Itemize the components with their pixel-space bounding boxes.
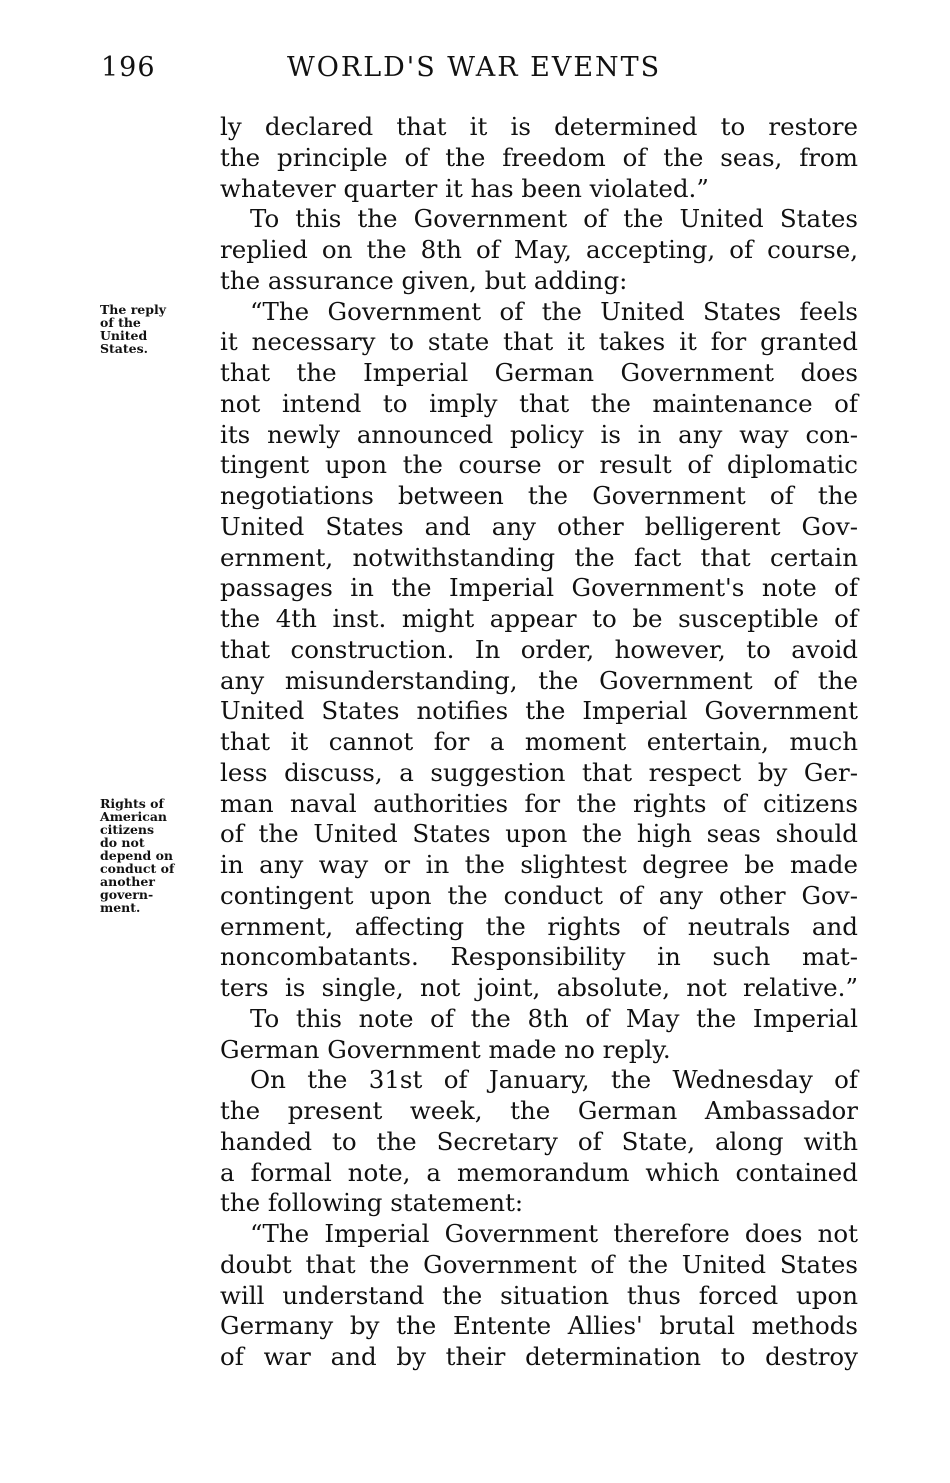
text-line: the principle of the freedom of the seas, from <box>220 142 858 172</box>
text-line: not intend to imply that the maintenance of <box>220 388 858 418</box>
text-line: To this the Government of the United States <box>250 204 858 234</box>
text-line: ters is single, not joint, absolute, not relative.” <box>220 973 858 1002</box>
text-line: of war and by their determination to destroy <box>220 1342 858 1371</box>
text-line: replied on the 8th of May, accepting, of course, <box>220 235 858 264</box>
page-number: 196 <box>101 52 156 83</box>
text-line: man naval authorities for the rights of citizens <box>220 788 858 818</box>
text-line: On the 31st of January, the Wednesday of <box>250 1065 858 1095</box>
text-line: the following statement: <box>220 1188 524 1218</box>
margin-note-line: American <box>100 809 168 824</box>
text-line: will understand the situation thus forced upon <box>220 1280 858 1310</box>
margin-note-line: govern- <box>100 887 154 902</box>
text-line: ly declared that it is determined to restore <box>220 112 858 141</box>
text-line: tingent upon the course or result of diplomatic <box>220 450 858 480</box>
text-line: To this note of the 8th of May the Imperial <box>250 1003 858 1033</box>
text-line: United States notifies the Imperial Government <box>220 696 858 726</box>
text-line: it necessary to state that it takes it for granted <box>220 327 858 357</box>
text-line: doubt that the Government of the United States <box>220 1249 858 1279</box>
text-line: ernment, notwithstanding the fact that certain <box>220 542 858 572</box>
text-line: Germany by the Entente Allies' brutal methods <box>220 1311 858 1341</box>
text-line: “The Imperial Government therefore does not <box>250 1219 858 1248</box>
margin-note-line: do not <box>100 835 145 850</box>
text-line: that construction. In order, however, to avoid <box>220 634 858 664</box>
margin-note-line: another <box>100 874 155 889</box>
margin-note-rights <box>100 797 174 914</box>
body-text <box>220 112 858 1373</box>
text-line: a formal note, a memorandum which contained <box>220 1157 858 1187</box>
text-line: noncombatants. Responsibility in such mat- <box>220 942 858 972</box>
text-line: ernment, affecting the rights of neutrals and <box>220 911 858 941</box>
text-line: United States and any other belligerent Gov- <box>220 511 858 541</box>
margin-note-reply <box>100 303 166 355</box>
text-line: its newly announced policy is in any way con- <box>220 419 858 449</box>
text-line: whatever quarter it has been violated.” <box>220 173 709 203</box>
text-line: contingent upon the conduct of any other Gov- <box>220 880 858 910</box>
text-line: “The Government of the United States feels <box>250 296 858 326</box>
margin-note-line: depend on <box>100 848 173 863</box>
margin-note-line: conduct of <box>100 861 175 876</box>
text-line: the 4th inst. might appear to be susceptible of <box>220 604 858 633</box>
text-line: that it cannot for a moment entertain, much <box>220 727 858 756</box>
margin-note-line: United <box>100 328 148 343</box>
text-line: passages in the Imperial Government's note of <box>220 573 858 603</box>
text-line: the present week, the German Ambassador <box>220 1096 858 1125</box>
margin-note-line: of the <box>100 315 141 330</box>
text-line: negotiations between the Government of the <box>220 481 858 510</box>
text-line: German Government made no reply. <box>220 1034 671 1064</box>
margin-note-line: The reply <box>100 302 166 317</box>
margin-note-line: Rights of <box>100 796 164 811</box>
text-line: less discuss, a suggestion that respect by Ger- <box>220 757 858 787</box>
text-line: the assurance given, but adding: <box>220 265 628 295</box>
margin-note-line: ment. <box>100 900 141 915</box>
running-title: WORLD'S WAR EVENTS <box>287 52 662 83</box>
text-line: in any way or in the slightest degree be made <box>220 850 858 879</box>
margin-note-line: States. <box>100 341 149 356</box>
text-line: that the Imperial German Government does <box>220 358 858 387</box>
text-line: handed to the Secretary of State, along with <box>220 1126 858 1156</box>
text-line: of the United States upon the high seas should <box>220 819 858 849</box>
margin-note-line: citizens <box>100 822 155 837</box>
text-line: any misunderstanding, the Government of the <box>220 665 858 695</box>
